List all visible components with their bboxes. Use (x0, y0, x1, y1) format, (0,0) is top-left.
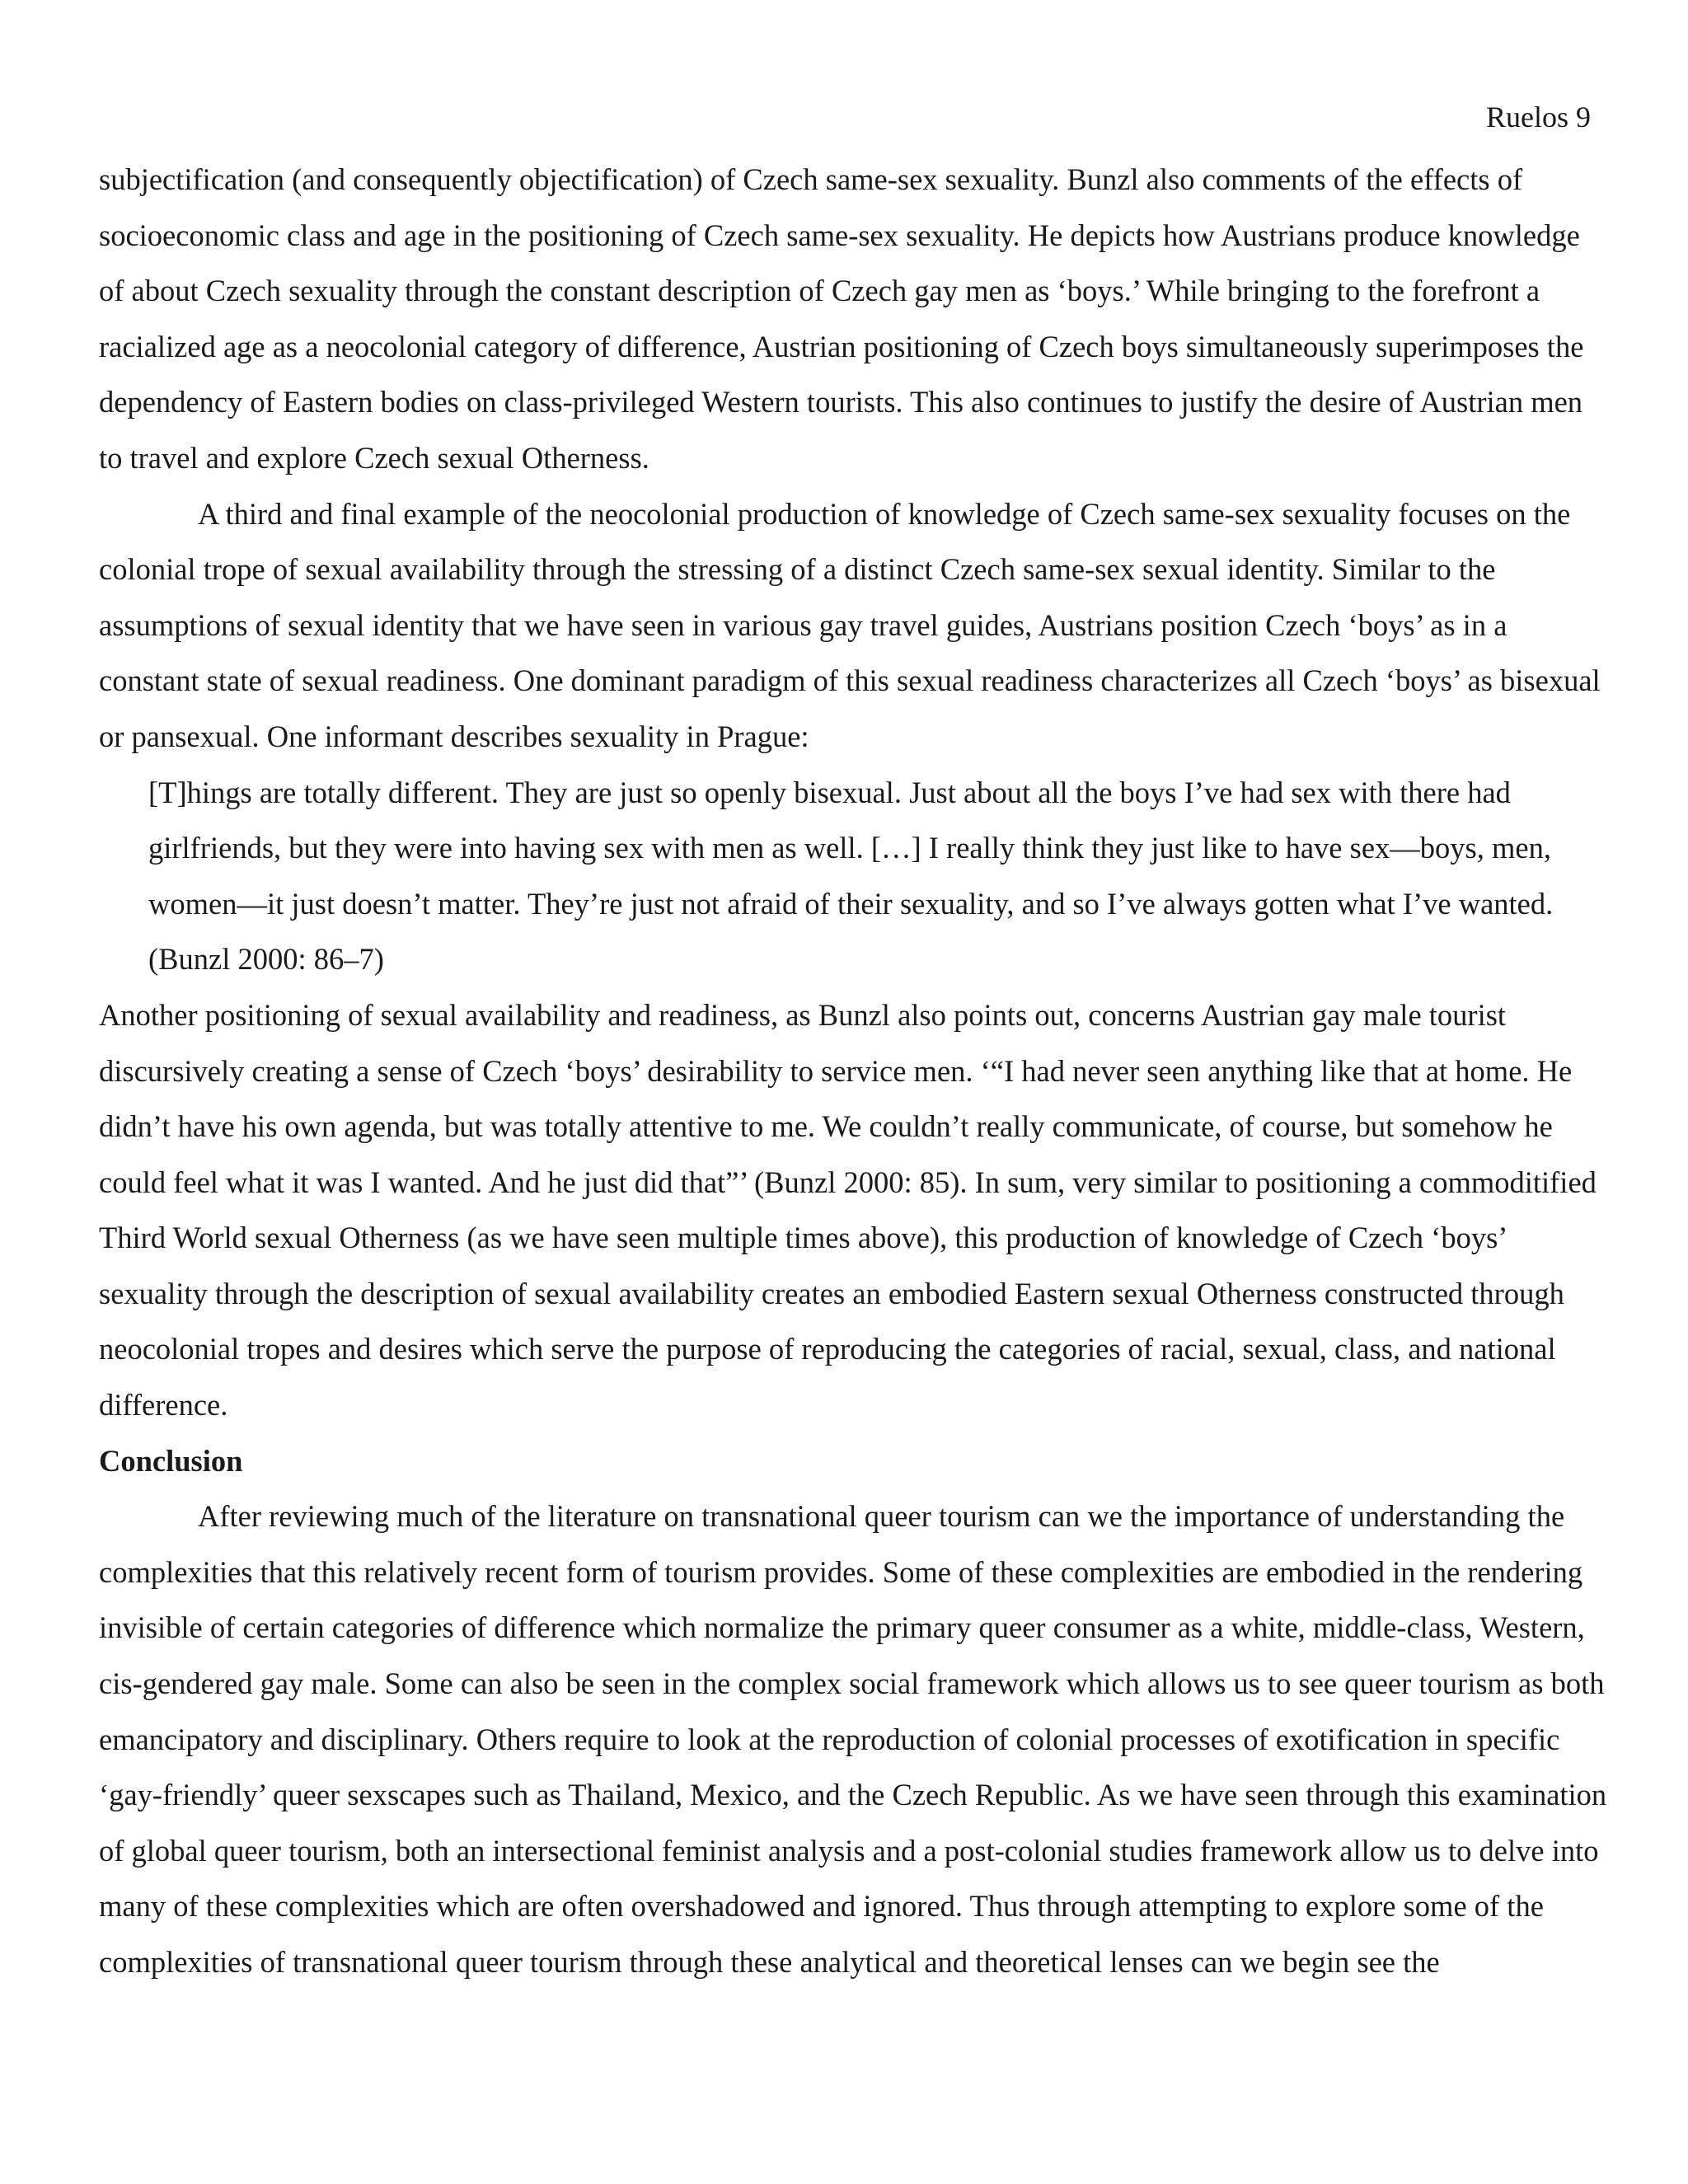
section-heading-conclusion: Conclusion (99, 1443, 243, 1478)
paragraph-third-example: A third and final example of the neocolonial production of knowledge of Czech same-sex sexuality focuses on the colonial trope of sexual availability through the stressing of a distinct Czech same-sex sexual identity. Similar to the assumptions of sexual identity that we have seen in various gay travel guides, Austrians position Czech ‘boys’ as in a constant state of sexual readiness. One dominant paradigm of this sexual readiness characterizes all Czech ‘boys’ as bisexual or pansexual. One informant describes sexuality in Prague: (99, 496, 1601, 753)
body-text (99, 152, 1607, 1990)
running-head: Ruelos 9 (1485, 101, 1591, 134)
block-quote: [T]hings are totally different. They are just so openly bisexual. Just about all the boys I’ve had sex with there had girlfriends, but they were into having sex with men as well. […] I really think they just like to have sex—boys, men, women—it just doesn’t matter. They’re just not afraid of their sexuality, and so I’ve always gotten what I’ve wanted. (Bunzl 2000: 86–7) (148, 775, 1554, 977)
paragraph-availability: Another positioning of sexual availability and readiness, as Bunzl also points out, concerns Austrian gay male tourist discursively creating a sense of Czech ‘boys’ desirability to service men. ‘“I had never seen anything like that at home. He didn’t have his own agenda, but was totally attentive to me. We couldn’t really communicate, of course, but somehow he could feel what it was I wanted. And he just did that”’ (Bunzl 2000: 85). In sum, very similar to positioning a commoditified Third World sexual Otherness (as we have seen multiple times above), this production of knowledge of Czech ‘boys’ sexuality through the description of sexual availability creates an embodied Eastern sexual Otherness constructed through neocolonial tropes and desires which serve the purpose of reproducing the categories of racial, sexual, class, and national difference. (99, 997, 1597, 1422)
paragraph-conclusion: After reviewing much of the literature on transnational queer tourism can we the importance of understanding the complexities that this relatively recent form of tourism provides. Some of these complexities are embodied in the rendering invisible of certain categories of difference which normalize the primary queer consumer as a white, middle-class, Western, cis-gendered gay male. Some can also be seen in the complex social framework which allows us to see queer tourism as both emancipatory and disciplinary. Others require to look at the reproduction of colonial processes of exotification in specific ‘gay-friendly’ queer sexscapes such as Thailand, Mexico, and the Czech Republic. As we have seen through this examination of global queer tourism, both an intersectional feminist analysis and a post-colonial studies framework allow us to delve into many of these complexities which are often overshadowed and ignored. Thus through attempting to explore some of the complexities of transnational queer tourism through these analytical and theoretical lenses can we begin see the (99, 1499, 1607, 1979)
paragraph-continued: subjectification (and consequently objectification) of Czech same-sex sexuality. Bunzl also comments of the effects of socioeconomic class and age in the positioning of Czech same-sex sexuality. He depicts how Austrians produce knowledge of about Czech sexuality through the constant description of Czech gay men as ‘boys.’ While bringing to the forefront a racialized age as a neocolonial category of difference, Austrian positioning of Czech boys simultaneously superimposes the dependency of Eastern bodies on class-privileged Western tourists. This also continues to justify the desire of Austrian men to travel and explore Czech sexual Otherness. (99, 162, 1584, 475)
